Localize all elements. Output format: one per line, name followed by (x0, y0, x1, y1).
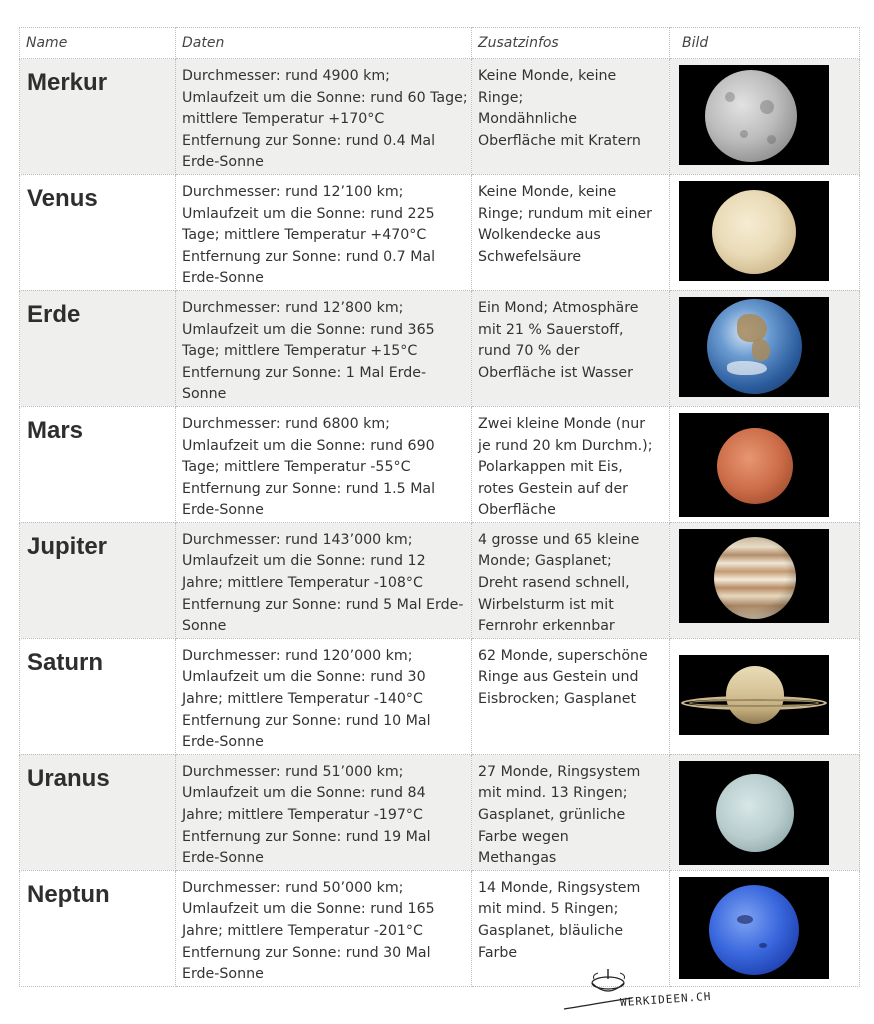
planet-extra: 62 Monde, superschöne Ringe aus Gestein und Eisbrocken; Gasplanet (472, 638, 670, 754)
planet-name: Venus (20, 174, 176, 290)
spinning-top-logo-icon (560, 965, 740, 1015)
header-daten: Daten (176, 28, 472, 59)
planet-data: Durchmesser: rund 4900 km; Umlaufzeit um die Sonne: rund 60 Tage; mittlere Temperatur +170°C Entfernung zur Sonne: rund 0.4 Mal Erde-Sonne (176, 59, 472, 175)
planet-extra: Keine Monde, keine Ringe; rundum mit einer Wolkendecke aus Schwefelsäure (472, 174, 670, 290)
header-name: Name (20, 28, 176, 59)
neptun-image (679, 877, 829, 979)
venus-image (679, 181, 829, 281)
planet-extra: Keine Monde, keine Ringe; Mondähnliche Oberfläche mit Kratern (472, 59, 670, 175)
planet-data: Durchmesser: rund 120’000 km; Umlaufzeit um die Sonne: rund 30 Jahre; mittlere Temperatur -140°C Entfernung zur Sonne: rund 10 Mal Erde-Sonne (176, 638, 472, 754)
planet-extra: Zwei kleine Monde (nur je rund 20 km Durchm.); Polarkappen mit Eis, rotes Gestein auf der Oberfläche (472, 406, 670, 522)
mars-image (679, 413, 829, 517)
planet-extra: 27 Monde, Ringsystem mit mind. 13 Ringen; Gasplanet, grünliche Farbe wegen Methangas (472, 754, 670, 870)
header-bild: Bild (670, 28, 860, 59)
header-zusatzinfos: Zusatzinfos (472, 28, 670, 59)
planet-extra: 14 Monde, Ringsystem mit mind. 5 Ringen; Gasplanet, bläuliche Farbe (472, 870, 670, 986)
merkur-image (679, 65, 829, 165)
planet-name: Mars (20, 406, 176, 522)
table-row (20, 406, 860, 522)
planet-name: Neptun (20, 870, 176, 986)
header-row (20, 28, 860, 59)
planet-data: Durchmesser: rund 50’000 km; Umlaufzeit um die Sonne: rund 165 Jahre; mittlere Temperatur -201°C Entfernung zur Sonne: rund 30 Mal Erde-Sonne (176, 870, 472, 986)
planet-extra: 4 grosse und 65 kleine Monde; Gasplanet; Dreht rasend schnell, Wirbelsturm ist mit Fernrohr erkennbar (472, 522, 670, 638)
planet-data: Durchmesser: rund 6800 km; Umlaufzeit um die Sonne: rund 690 Tage; mittlere Temperatur -55°C Entfernung zur Sonne: rund 1.5 Mal Erde-Sonne (176, 406, 472, 522)
erde-image (679, 297, 829, 397)
planet-name: Erde (20, 290, 176, 406)
table-row (20, 754, 860, 870)
planet-extra: Ein Mond; Atmosphäre mit 21 % Sauerstoff, rund 70 % der Oberfläche ist Wasser (472, 290, 670, 406)
planet-data: Durchmesser: rund 143’000 km; Umlaufzeit um die Sonne: rund 12 Jahre; mittlere Temperatur -108°C Entfernung zur Sonne: rund 5 Mal Erde- Sonne (176, 522, 472, 638)
table-row (20, 522, 860, 638)
planet-data: Durchmesser: rund 12’100 km; Umlaufzeit um die Sonne: rund 225 Tage; mittlere Temperatur +470°C Entfernung zur Sonne: rund 0.7 Mal Erde-Sonne (176, 174, 472, 290)
table-row (20, 290, 860, 406)
werkideen-logo[interactable] (560, 965, 740, 1015)
planet-name: Uranus (20, 754, 176, 870)
saturn-image (679, 655, 829, 735)
planet-name: Jupiter (20, 522, 176, 638)
table-row (20, 59, 860, 175)
planet-name: Merkur (20, 59, 176, 175)
logo-text: WERKIDEEN.CH (619, 989, 712, 1010)
planet-table (19, 27, 860, 987)
table-row (20, 638, 860, 754)
uranus-image (679, 761, 829, 865)
planet-data: Durchmesser: rund 51’000 km; Umlaufzeit um die Sonne: rund 84 Jahre; mittlere Temperatur -197°C Entfernung zur Sonne: rund 19 Mal Erde-Sonne (176, 754, 472, 870)
jupiter-image (679, 529, 829, 623)
planet-name: Saturn (20, 638, 176, 754)
table-row (20, 174, 860, 290)
planet-data: Durchmesser: rund 12’800 km; Umlaufzeit um die Sonne: rund 365 Tage; mittlere Temperatur +15°C Entfernung zur Sonne: 1 Mal Erde- Sonne (176, 290, 472, 406)
